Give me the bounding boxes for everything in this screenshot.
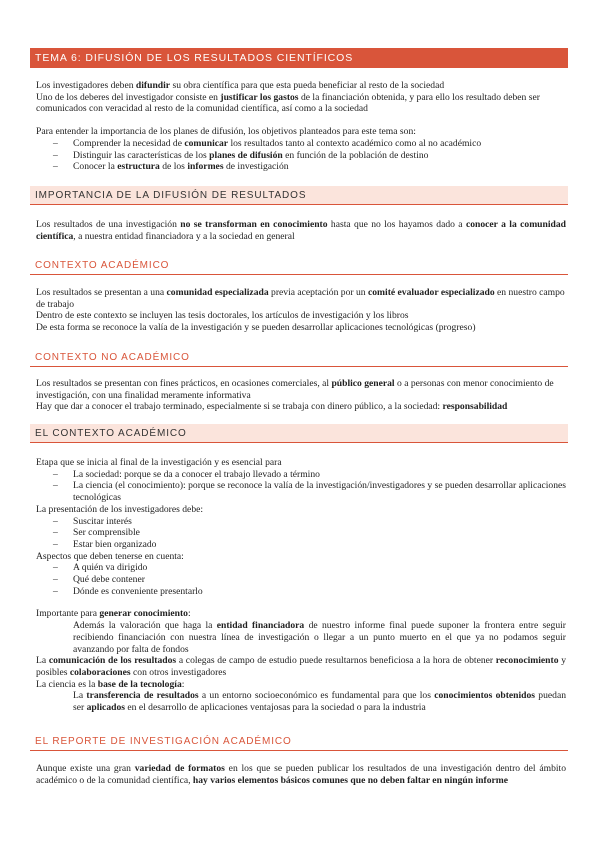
list-item: – A quién va dirigido <box>36 562 566 574</box>
list-item: – Estar bien organizado <box>36 539 566 551</box>
objective-item: – Conocer la estructura de los informes de investigación <box>36 161 566 173</box>
reporte-paragraph: Aunque existe una gran variedad de formatos en los que se pueden publicar los resultados de una investigación dentro del ámbito académico o de la comunidad científica, hay varios elementos básicos comunes que no deben faltar en ningún informe <box>36 763 566 786</box>
text-line: Etapa que se inicia al final de la investigación y es esencial para <box>36 457 282 468</box>
objective-item: – Comprender la necesidad de comunicar los resultados tanto al contexto académico como al no académico <box>36 138 566 150</box>
section-heading-contexto-no-academico: CONTEXTO NO ACADÉMICO <box>30 349 568 367</box>
text-line: Los resultados se presentan a una comunidad especializada previa aceptación por un comité evaluador especializado en nuestro campo de trabajo <box>36 287 565 310</box>
text-line: La comunicación de los resultados a colegas de campo de estudio puede resultarnos beneficiosa a la hora de obtener reconocimiento y posibles colaboraciones con otros investigadores <box>36 655 566 678</box>
text-line: La ciencia es la base de la tecnología: <box>36 678 185 690</box>
indented-paragraph: La transferencia de resultados a un entorno socioeconómico es fundamental para que los conocimientos obtenidos puedan ser aplicados en el desarrollo de aplicaciones ventajosas para la sociedad o para la industria <box>73 690 567 714</box>
contexto-no-academico-text <box>36 378 566 413</box>
text-line: De esta forma se reconoce la valía de la investigación y se pueden desarrollar aplicaciones tecnológicas (progreso) <box>36 322 476 334</box>
text-line: La presentación de los investigadores debe: <box>36 503 204 515</box>
list-item: – Dónde es conveniente presentarlo <box>36 586 566 598</box>
section-heading-contexto-academico: CONTEXTO ACADÉMICO <box>30 257 568 275</box>
objective-item: – Distinguir las características de los planes de difusión en función de la población de destino <box>36 150 566 162</box>
section-heading-reporte: EL REPORTE DE INVESTIGACIÓN ACADÉMICO <box>30 733 568 751</box>
page-title: TEMA 6: DIFUSIÓN DE LOS RESULTADOS CIENTÍFICOS <box>30 48 568 68</box>
section-heading-el-contexto-academico: EL CONTEXTO ACADÉMICO <box>30 424 568 443</box>
list-item: – La sociedad: porque se da a conocer el trabajo llevado a término <box>36 469 566 481</box>
intro-section <box>36 80 566 173</box>
list-item: – Qué debe contener <box>36 574 566 586</box>
list-item: – La ciencia (el conocimiento): porque se reconoce la valía de la investigación/investigadores y se pueden desarrollar aplicaciones tecnológicas <box>36 480 566 503</box>
text-line: Los resultados se presentan con fines prácticos, en ocasiones comerciales, al público general o a personas con menor conocimiento de investigación, con una finalidad meramente informativa <box>36 378 554 401</box>
section-heading-importancia: IMPORTANCIA DE LA DIFUSIÓN DE RESULTADOS <box>30 186 568 205</box>
text-line: Hay que dar a conocer el trabajo terminado, especialmente si se trabaja con dinero público, a la sociedad: responsabilidad <box>36 401 508 413</box>
intro-line-2: Uno de los deberes del investigador consiste en justificar los gastos de la financiación obtenida, y para ello los resultado deben ser comunicados con veracidad al resto de la comunidad científica, así como a la sociedad <box>36 91 540 115</box>
list-item: – Suscitar interés <box>36 516 566 528</box>
el-contexto-academico-text <box>36 457 566 714</box>
text-line: Importante para generar conocimiento: <box>36 608 191 620</box>
contexto-academico-text <box>36 287 566 334</box>
list-item: – Ser comprensible <box>36 527 566 539</box>
intro-line-3: Para entender la importancia de los planes de difusión, los objetivos planteados para este tema son: <box>36 126 416 138</box>
importancia-paragraph: Los resultados de una investigación no se transforman en conocimiento hasta que no los hayamos dado a conocer a la comunidad científica, a nuestra entidad financiadora y a la sociedad en general <box>36 219 566 242</box>
text-line: Aspectos que deben tenerse en cuenta: <box>36 550 184 562</box>
indented-paragraph: Además la valoración que haga la entidad financiadora de nuestro informe final puede suponer la frontera entre seguir recibiendo financiación con nuestra línea de investigación o llegar a un punto muerto en el que ya no podamos seguir avanzando por falta de fondos <box>73 620 566 655</box>
text-line: Dentro de este contexto se incluyen las tesis doctorales, los artículos de investigación y los libros <box>36 310 409 322</box>
intro-line-1: Los investigadores deben difundir su obra científica para que esta pueda beneficiar al resto de la sociedad <box>36 80 445 91</box>
